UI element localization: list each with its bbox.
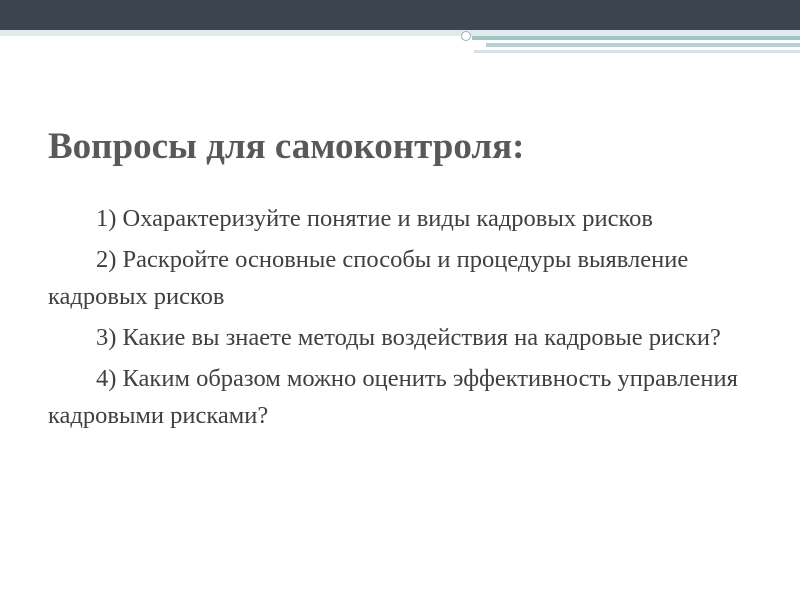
slide-title: Вопросы для самоконтроля:: [48, 126, 525, 167]
question-item: 3) Какие вы знаете методы воздействия на кадровые риски?: [96, 324, 721, 351]
decorative-stripe: [486, 43, 800, 47]
circle-marker-icon: [461, 31, 471, 41]
top-bar: [0, 0, 800, 30]
questions-list: [48, 200, 760, 438]
question-item: 2) Раскройте основные способы и процедуры выявление кадровых рисков: [48, 246, 689, 310]
decorative-stripe: [474, 50, 800, 53]
decorative-stripe: [472, 36, 800, 40]
question-item: 1) Охарактеризуйте понятие и виды кадровых рисков: [96, 205, 653, 232]
question-item: 4) Каким образом можно оценить эффективность управления кадровыми рисками?: [48, 365, 738, 429]
